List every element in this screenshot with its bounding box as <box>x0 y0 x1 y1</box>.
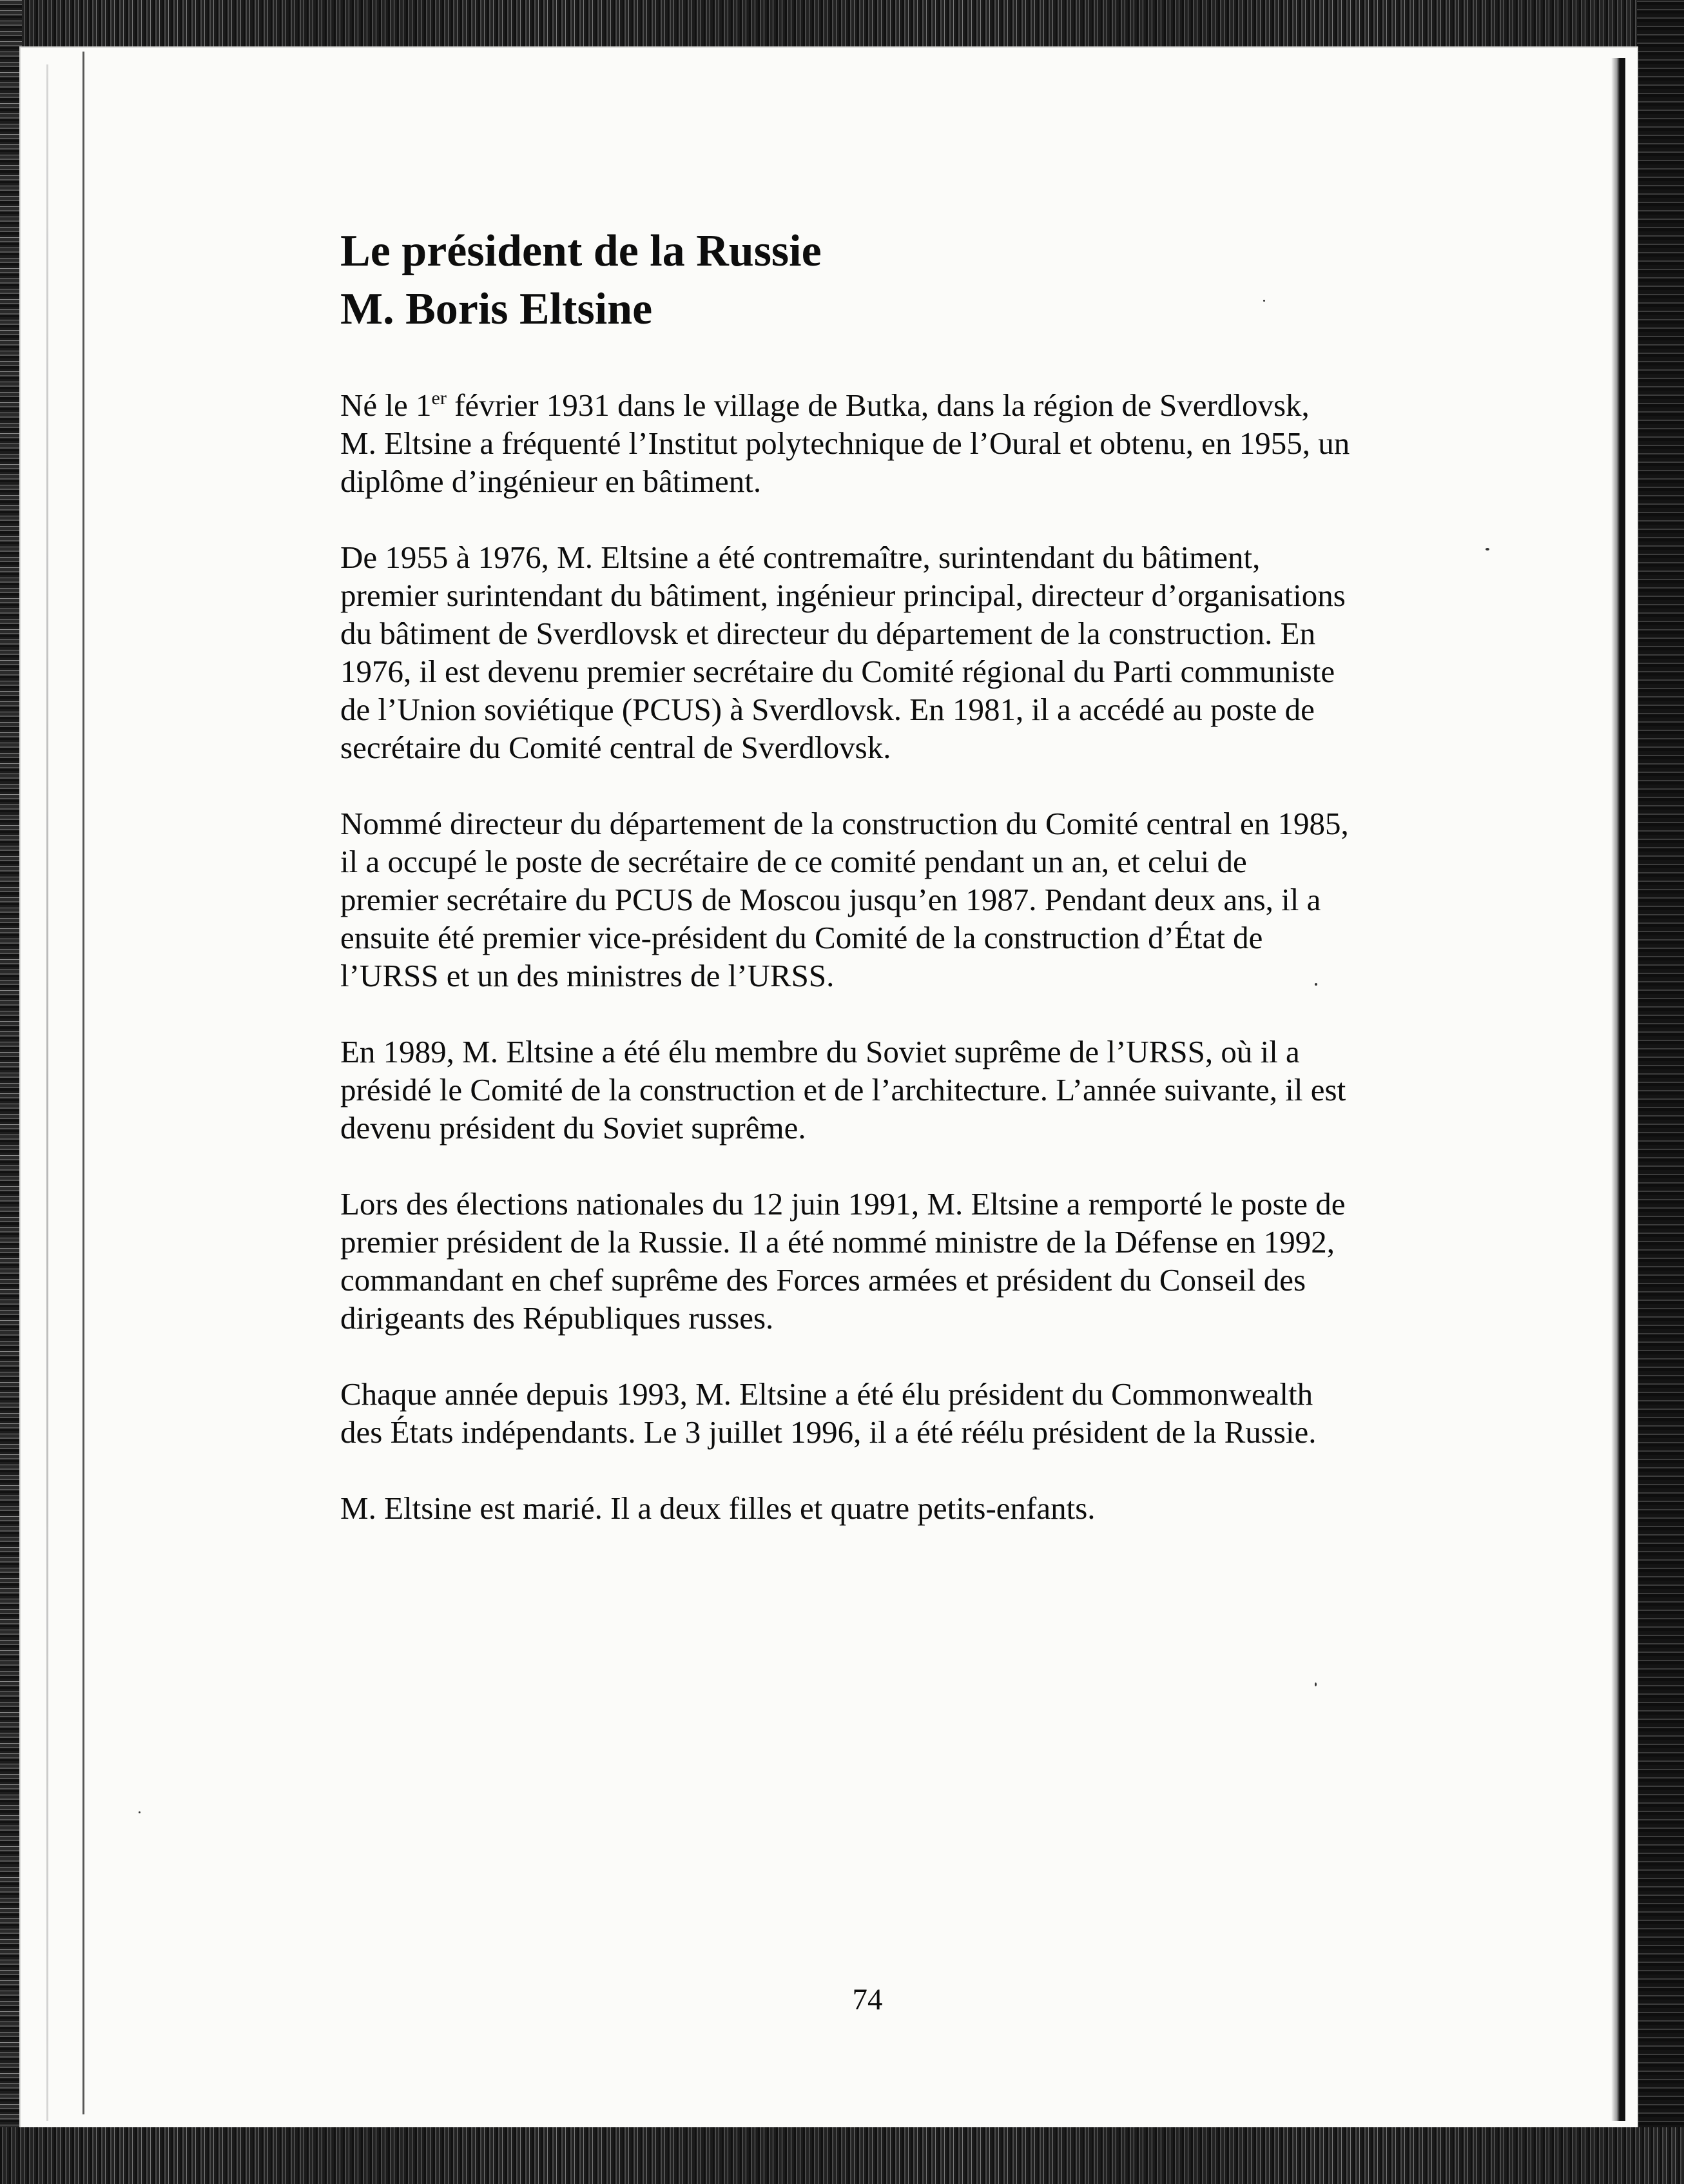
paragraph-line: présidé le Comité de la construction et de l’architecture. L’année suivante, il est <box>340 1072 1346 1107</box>
paragraph-line: 1976, il est devenu premier secrétaire du Comité régional du Parti communiste <box>340 654 1335 689</box>
paragraph-line: ensuite été premier vice-président du Comité de la construction d’État de <box>340 920 1263 955</box>
paragraph-career-moscow <box>340 804 1436 995</box>
binding-edge <box>46 64 48 2121</box>
paragraph-line: Lors des élections nationales du 12 juin 1991, M. Eltsine a remporté le poste de <box>340 1186 1346 1222</box>
paragraph-line: Chaque année depuis 1993, M. Eltsine a été élu président du Commonwealth <box>340 1376 1313 1412</box>
ordinal-superscript: er <box>431 387 447 409</box>
paragraph-birth <box>340 386 1436 500</box>
scan-border-right <box>1637 0 1684 2184</box>
paragraph-soviet-supreme <box>340 1033 1436 1147</box>
paragraph-career-sverdlovsk <box>340 538 1436 766</box>
paragraph-line: dirigeants des Républiques russes. <box>340 1300 774 1336</box>
paragraph-line <box>340 386 1436 424</box>
paragraph-line-rest: février 1931 dans le village de Butka, dans la région de Sverdlovsk, <box>446 387 1310 423</box>
scan-speck <box>1486 548 1489 551</box>
paragraph-line: devenu président du Soviet suprême. <box>340 1110 806 1146</box>
page-title <box>340 222 1436 338</box>
paragraph-family <box>340 1489 1436 1527</box>
paragraph-line: M. Eltsine est marié. Il a deux filles et quatre petits-enfants. <box>340 1490 1096 1526</box>
paragraph-line: de l’Union soviétique (PCUS) à Sverdlovsk. En 1981, il a accédé au poste de <box>340 692 1315 727</box>
scan-speck <box>1315 1682 1317 1686</box>
paragraph-line: premier président de la Russie. Il a été nommé ministre de la Défense en 1992, <box>340 1224 1335 1260</box>
paragraph-line: du bâtiment de Sverdlovsk et directeur du département de la construction. En <box>340 616 1316 651</box>
scan-border-bottom <box>0 2127 1684 2184</box>
paragraph-line: l’URSS et un des ministres de l’URSS. <box>340 958 835 993</box>
title-line-1: Le président de la Russie <box>340 226 822 276</box>
paragraph-line-start: Né le 1 <box>340 387 432 423</box>
page-content <box>340 222 1436 1565</box>
paragraph-line: des États indépendants. Le 3 juillet 1996, il a été réélu président de la Russie. <box>340 1414 1317 1450</box>
scan-speck <box>139 1811 140 1813</box>
paragraph-line: il a occupé le poste de secrétaire de ce comité pendant un an, et celui de <box>340 844 1247 879</box>
title-line-2: M. Boris Eltsine <box>340 284 653 334</box>
paragraph-line: De 1955 à 1976, M. Eltsine a été contremaître, surintendant du bâtiment, <box>340 540 1261 575</box>
paragraph-line: premier surintendant du bâtiment, ingénieur principal, directeur d’organisations <box>340 578 1346 613</box>
paragraph-line: secrétaire du Comité central de Sverdlovsk. <box>340 730 891 765</box>
scan-speck <box>1263 300 1265 302</box>
paragraph-line: En 1989, M. Eltsine a été élu membre du Soviet suprême de l’URSS, où il a <box>340 1034 1300 1069</box>
paragraph-line: M. Eltsine a fréquenté l’Institut polytechnique de l’Oural et obtenu, en 1955, un <box>340 425 1350 461</box>
paragraph-presidency <box>340 1185 1436 1337</box>
paragraph-line: diplôme d’ingénieur en bâtiment. <box>340 463 762 499</box>
scan-border-top <box>0 0 1684 50</box>
paragraph-line: Nommé directeur du département de la construction du Comité central en 1985, <box>340 806 1349 841</box>
scan-speck <box>1315 983 1317 986</box>
paragraph-line: premier secrétaire du PCUS de Moscou jusqu’en 1987. Pendant deux ans, il a <box>340 882 1321 917</box>
paragraph-line: commandant en chef suprême des Forces armées et président du Conseil des <box>340 1262 1306 1298</box>
page-number: 74 <box>852 1983 883 2016</box>
paragraph-commonwealth <box>340 1375 1436 1451</box>
page-spine-shadow <box>1611 58 1625 2121</box>
binding-edge-line <box>82 52 84 2114</box>
scan-border-left <box>0 0 22 2184</box>
